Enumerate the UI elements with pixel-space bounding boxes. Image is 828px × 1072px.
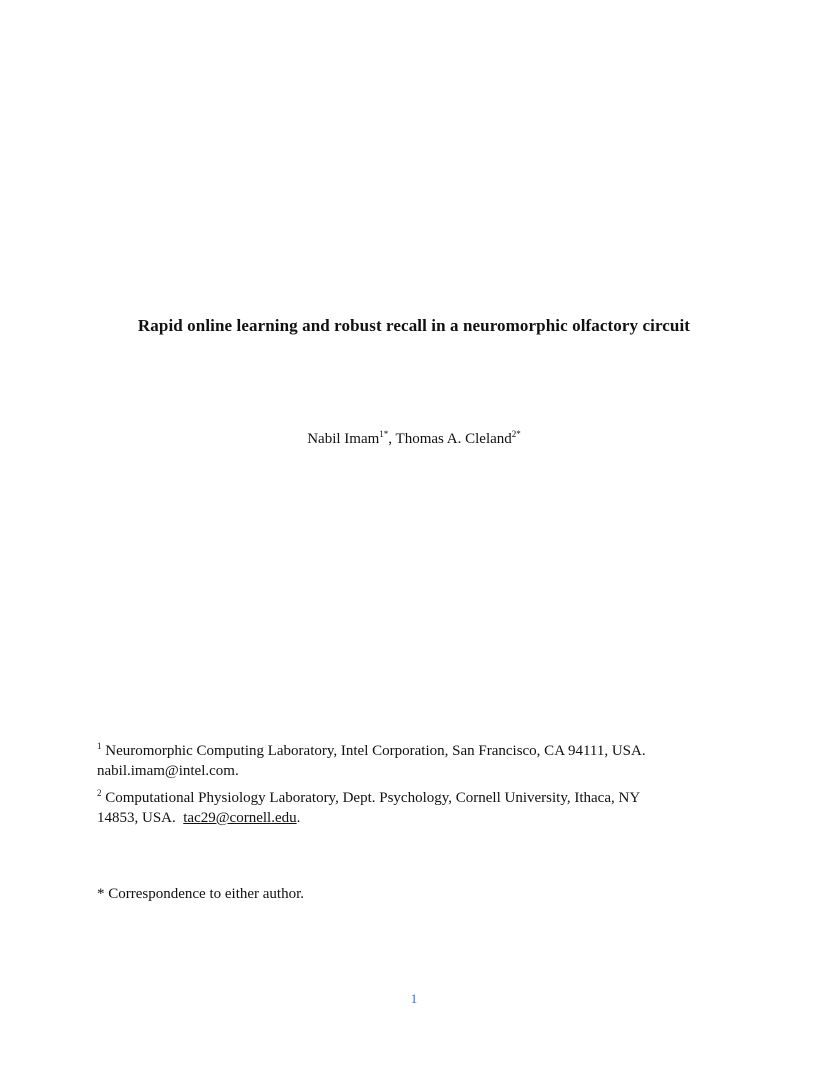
affiliation-1-text: Neuromorphic Computing Laboratory, Intel Corporation, San Francisco, CA 94111, USA. (105, 743, 646, 759)
page-number: 1 (410, 991, 418, 1006)
affiliation-2-text: Computational Physiology Laboratory, Dept. Psychology, Cornell University, Ithaca, NY (105, 790, 641, 806)
author-marker-1: 1* (379, 429, 389, 439)
affiliation-marker-2: 2 (97, 788, 102, 798)
affiliation-1 (97, 741, 737, 781)
affiliation-marker-1: 1 (97, 741, 102, 751)
affiliation-2-period: . (296, 810, 301, 826)
paper-title: Rapid online learning and robust recall in a neuromorphic olfactory circuit (137, 316, 691, 335)
author-separator: , (388, 431, 396, 447)
correspondence-note: * Correspondence to either author. (97, 886, 305, 902)
affiliation-2 (97, 788, 737, 828)
author-name-2: Thomas A. Cleland (395, 431, 512, 447)
affiliation-2-address: 14853, USA. (97, 810, 184, 826)
author-marker-2: 2* (511, 429, 521, 439)
email-link[interactable]: tac29@cornell.edu (183, 810, 297, 826)
affiliation-1-email: nabil.imam@intel.com. (97, 763, 239, 779)
author-name-1: Nabil Imam (307, 431, 380, 447)
author-list (0, 431, 828, 448)
